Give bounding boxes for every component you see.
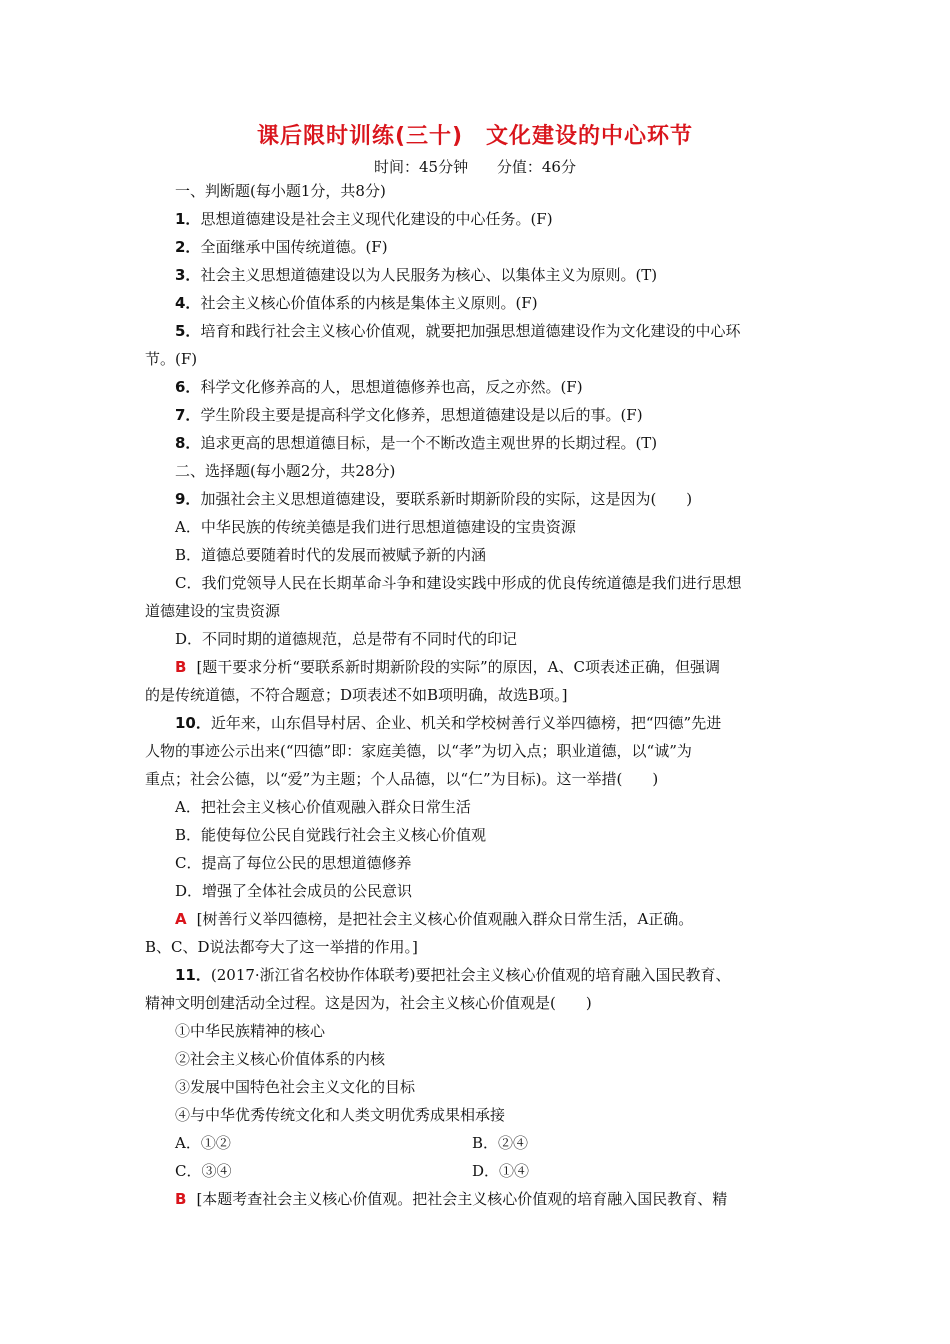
question-11-statement-3: ③发展中国特色社会主义文化的目标 [175,1078,416,1096]
item-text: 科学文化修养高的人，思想道德修养也高，反之亦然。(F) [200,378,583,396]
question-9-explanation-cont: 的是传统道德，不符合题意；D项表述不如B项明确，故选B项。] [145,686,568,704]
question-11-stem-cont: 精神文明创建活动全过程。这是因为，社会主义核心价值观是( ) [145,994,592,1012]
judge-item-2 [175,237,388,257]
question-11-statement-1: ①中华民族精神的核心 [175,1022,326,1040]
item-text: 全面继承中国传统道德。(F) [200,238,388,256]
page-title: 课后限时训练(三十) 文化建设的中心环节 [256,124,694,149]
answer-letter: B [175,1190,187,1208]
question-11-option-a: A．①② [175,1134,231,1152]
judge-item-4 [175,293,538,313]
item-text: 社会主义思想道德建设以为人民服务为核心、以集体主义为原则。(T) [200,266,658,284]
answer-letter: B [175,658,187,676]
question-number: 11． [175,966,211,984]
exam-meta [0,156,950,177]
item-text: 学生阶段主要是提高科学文化修养，思想道德建设是以后的事。(F) [200,406,643,424]
item-number: 4． [175,294,201,312]
question-10-stem-cont-2: 重点；社会公德，以“爱”为主题；个人品德，以“仁”为目标)。这一举措( ) [145,770,659,788]
question-10-option-a: A．把社会主义核心价值观融入群众日常生活 [175,798,471,816]
question-11-stem [175,965,731,985]
question-11-statement-4: ④与中华优秀传统文化和人类文明优秀成果相承接 [175,1106,506,1124]
question-11-option-b: B．②④ [472,1134,529,1152]
section-heading-judge: 一、判断题(每小题1分，共8分) [175,182,386,200]
item-text: 思想道德建设是社会主义现代化建设的中心任务。(F) [200,210,553,228]
question-9-option-a: A．中华民族的传统美德是我们进行思想道德建设的宝贵资源 [175,518,576,536]
item-number: 3． [175,266,201,284]
question-10-explanation-cont: B、C、D说法都夸大了这一举措的作用。] [145,938,418,956]
item-text: 培育和践行社会主义核心价值观，就要把加强思想道德建设作为文化建设的中心环 [200,322,741,340]
question-10-stem-cont-1: 人物的事迹公示出来(“四德”即：家庭美德，以“孝”为切入点；职业道德，以“诚”为 [145,742,692,760]
answer-letter: A [175,910,187,928]
item-number: 7． [175,406,201,424]
question-11-option-c: C．③④ [175,1162,232,1180]
question-number: 10． [175,714,211,732]
question-10-option-d: D．增强了全体社会成员的公民意识 [175,882,413,900]
time-limit: 时间：45分钟 [374,158,469,176]
item-text: 追求更高的思想道德目标，是一个不断改造主观世界的长期过程。(T) [200,434,658,452]
question-9-option-d: D．不同时期的道德规范，总是带有不同时代的印记 [175,630,518,648]
question-9-answer [175,657,720,677]
question-number: 9． [175,490,201,508]
judge-item-5 [175,321,740,341]
item-number: 1． [175,210,201,228]
question-text: (2017·浙江省名校协作体联考)要把社会主义核心价值观的培育融入国民教育、 [210,966,731,984]
question-11-option-d: D．①④ [472,1162,530,1180]
score-total: 分值：46分 [496,158,576,176]
explanation-text: [树善行义举四德榜，是把社会主义核心价值观融入群众日常生活，A正确。 [196,910,694,928]
judge-item-7 [175,405,643,425]
judge-item-3 [175,265,657,285]
explanation-text: [本题考查社会主义核心价值观。把社会主义核心价值观的培育融入国民教育、精 [196,1190,728,1208]
question-text: 近年来，山东倡导村居、企业、机关和学校树善行义举四德榜，把“四德”先进 [210,714,722,732]
item-number: 6． [175,378,201,396]
question-11-answer [175,1189,727,1209]
judge-item-8 [175,433,657,453]
section-heading-choice: 二、选择题(每小题2分，共28分) [175,462,396,480]
question-10-answer [175,909,693,929]
item-number: 5． [175,322,201,340]
item-number: 8． [175,434,201,452]
judge-item-1 [175,209,553,229]
explanation-text: [题干要求分析“要联系新时期新阶段的实际”的原因，A、C项表述正确，但强调 [196,658,720,676]
question-9-stem [175,489,692,509]
question-9-option-b: B．道德总要随着时代的发展而被赋予新的内涵 [175,546,487,564]
question-text: 加强社会主义思想道德建设，要联系新时期新阶段的实际，这是因为( ) [200,490,693,508]
question-9-option-c-cont: 道德建设的宝贵资源 [145,602,281,620]
question-11-statement-2: ②社会主义核心价值体系的内核 [175,1050,386,1068]
question-10-stem [175,713,721,733]
question-10-option-b: B．能使每位公民自觉践行社会主义核心价值观 [175,826,487,844]
question-9-option-c: C．我们党领导人民在长期革命斗争和建设实践中形成的优良传统道德是我们进行思想 [175,574,742,592]
judge-item-5-cont: 节。(F) [145,350,198,368]
question-10-option-c: C．提高了每位公民的思想道德修养 [175,854,412,872]
judge-item-6 [175,377,583,397]
item-text: 社会主义核心价值体系的内核是集体主义原则。(F) [200,294,538,312]
item-number: 2． [175,238,201,256]
